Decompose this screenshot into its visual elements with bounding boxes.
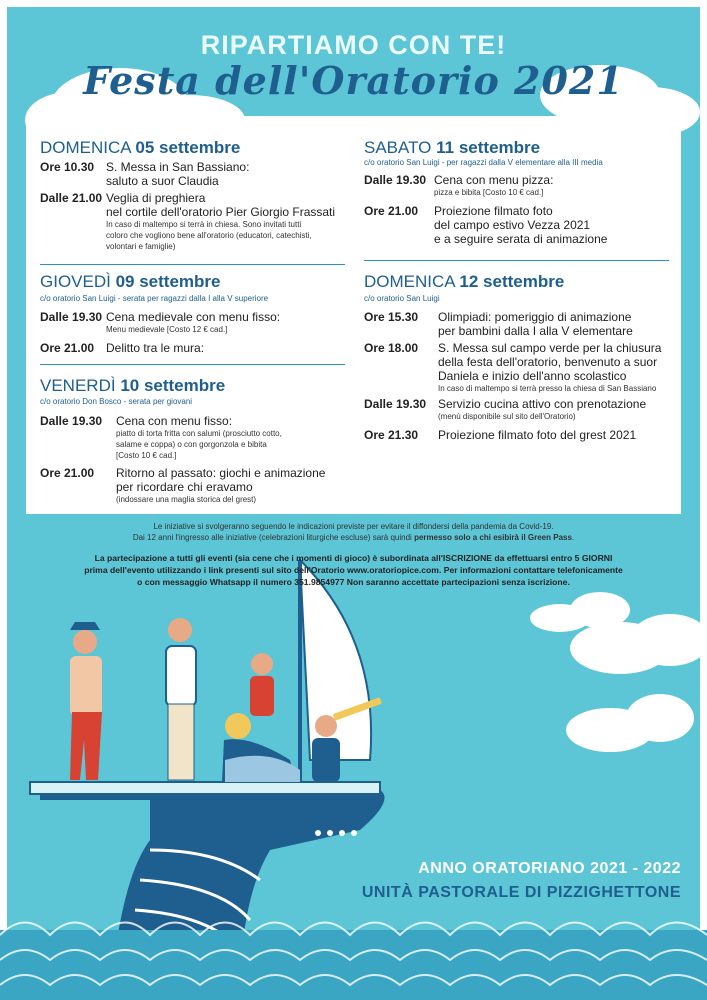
event-note: salame e coppa) o con gorgonzola e bibita — [116, 440, 267, 449]
event-time: Dalle 19.30 — [364, 173, 427, 187]
day-name: DOMENICA — [364, 272, 455, 291]
event-row — [40, 341, 204, 355]
covid-text: Le iniziative si svolgeranno seguendo le indicazioni previste per evitare il diffondersi della pandemia da Covid-19. — [153, 522, 554, 531]
event-note: (menù disponibile sul sito dell'Oratorio) — [438, 412, 576, 421]
event-desc: Cena medievale con menu fisso: — [106, 310, 281, 324]
event-desc: Daniela e inizio dell'anno scolastico — [438, 369, 627, 383]
event-time: Ore 21.30 — [364, 428, 419, 442]
day-name: VENERDÌ — [40, 376, 116, 395]
day-date: 12 settembre — [459, 272, 565, 291]
divider — [40, 264, 345, 265]
day-name: SABATO — [364, 138, 432, 157]
event-desc: Delitto tra le mura: — [106, 341, 205, 355]
event-desc: Cena con menu fisso: — [116, 414, 233, 428]
day-date: 11 settembre — [436, 138, 541, 157]
event-time: Dalle 19.30 — [40, 310, 103, 324]
event-time: Ore 15.30 — [364, 310, 419, 324]
event-note: (indossare una maglia storica del grest) — [116, 495, 257, 504]
event-desc: Veglia di preghiera — [106, 191, 206, 205]
event-location: c/o oratorio San Luigi - serata per ragazzi dalla I alla V superiore — [40, 294, 269, 303]
event-desc: Servizio cucina attivo con prenotazione — [438, 397, 647, 411]
event-time: Ore 10.30 — [40, 160, 95, 174]
greenpass-text — [0, 532, 707, 543]
event-desc: della festa dell'oratorio, benvenuto a suor — [438, 355, 658, 369]
event-row — [364, 341, 661, 394]
event-note: Menu medievale [Costo 12 € cad.] — [106, 325, 228, 334]
event-desc: e a seguire serata di animazione — [434, 232, 608, 246]
greenpass-prefix: Dai 12 anni l'ingresso alle iniziative (celebrazioni liturgiche escluse) sarà quindi — [132, 533, 415, 542]
day-date: 10 settembre — [120, 376, 226, 395]
event-desc: S. Messa in San Bassiano: — [106, 160, 250, 174]
event-note: In caso di maltempo si terrà presso la chiesa di San Bassiano — [438, 384, 657, 393]
day-heading-dom12 — [364, 272, 564, 292]
event-time: Ore 21.00 — [40, 466, 95, 480]
registration-notice — [0, 552, 707, 588]
event-row — [364, 173, 553, 198]
event-time: Dalle 19.30 — [364, 397, 427, 411]
event-row — [40, 414, 282, 461]
registration-line: prima dell'evento utilizzando i link presenti sul sito dell'Oratorio www.oratoriopice.com. Per informazioni contattare telefonicamente — [84, 565, 623, 575]
event-desc: Ritorno al passato: giochi e animazione — [116, 466, 326, 480]
event-location: c/o oratorio San Luigi - per ragazzi dalla V elementare alla III media — [364, 158, 603, 167]
event-note: coloro che vogliono bene all'oratorio (educatori, catechisti, — [106, 231, 312, 240]
event-desc: Proiezione filmato foto — [434, 204, 553, 218]
sea-waves — [0, 923, 707, 1000]
day-heading-dom05 — [40, 138, 240, 158]
greenpass-suffix: . — [571, 533, 575, 542]
event-desc: Cena con menu pizza: — [434, 173, 554, 187]
event-note: piatto di torta fritta con salumi (prosciutto cotto, — [116, 429, 282, 438]
event-row — [40, 466, 325, 505]
day-date: 05 settembre — [135, 138, 241, 157]
event-location: c/o oratorio San Luigi — [364, 294, 440, 303]
day-name: GIOVEDÌ — [40, 272, 111, 291]
event-time: Dalle 19.30 — [40, 414, 103, 428]
event-note: In caso di maltempo si terrà in chiesa. Sono invitati tutti — [106, 220, 302, 229]
day-heading-sab11 — [364, 138, 540, 158]
day-heading-ven10 — [40, 376, 225, 396]
event-time: Ore 21.00 — [364, 204, 419, 218]
event-row — [364, 397, 646, 422]
event-row — [364, 428, 636, 442]
event-note: volontari e famiglie) — [106, 242, 176, 251]
event-desc: del campo estivo Vezza 2021 — [434, 218, 591, 232]
event-row — [364, 204, 607, 246]
event-desc: Proiezione filmato foto del grest 2021 — [438, 428, 637, 442]
event-desc: nel cortile dell'oratorio Pier Giorgio Frassati — [106, 205, 336, 219]
covid-notice — [0, 521, 707, 543]
event-row — [364, 310, 633, 338]
event-time: Ore 21.00 — [40, 341, 95, 355]
kicker-title: RIPARTIAMO CON TE! — [200, 30, 507, 60]
event-location: c/o oratorio Don Bosco - serata per giovani — [40, 397, 193, 406]
event-note: [Costo 10 € cad.] — [116, 451, 177, 460]
page-title: Festa dell'Oratorio 2021 — [83, 58, 624, 103]
divider — [40, 364, 345, 365]
footer-year: ANNO ORATORIANO 2021 - 2022 — [418, 860, 681, 877]
event-time: Ore 18.00 — [364, 341, 419, 355]
registration-line: o con messaggio Whatsapp il numero 351.9854977 Non saranno accettate partecipazioni senza iscrizione. — [137, 577, 570, 587]
event-desc: per ricordare chi eravamo — [116, 480, 253, 494]
event-desc: per bambini dalla I alla V elementare — [438, 324, 633, 338]
event-desc: saluto a suor Claudia — [106, 174, 219, 188]
footer-unit: UNITÀ PASTORALE DI PIZZIGHETTONE — [361, 884, 681, 901]
divider — [364, 260, 669, 261]
event-row — [40, 160, 249, 188]
event-row — [40, 191, 335, 252]
event-desc: Olimpiadi: pomeriggio di animazione — [438, 310, 632, 324]
registration-line: La partecipazione a tutti gli eventi (sia cene che i momenti di gioco) è subordinata all'ISCRIZIONE da effettuarsi entro 5 GIORNI — [94, 553, 613, 563]
day-heading-gio09 — [40, 272, 220, 292]
day-name: DOMENICA — [40, 138, 131, 157]
greenpass-bold: permesso solo a chi esibirà il Green Pass — [414, 533, 572, 542]
event-desc: S. Messa sul campo verde per la chiusura — [438, 341, 662, 355]
event-note: pizza e bibita [Costo 10 € cad.] — [434, 188, 544, 197]
day-date: 09 settembre — [115, 272, 221, 291]
event-row — [40, 310, 280, 335]
event-time: Dalle 21.00 — [40, 191, 103, 205]
